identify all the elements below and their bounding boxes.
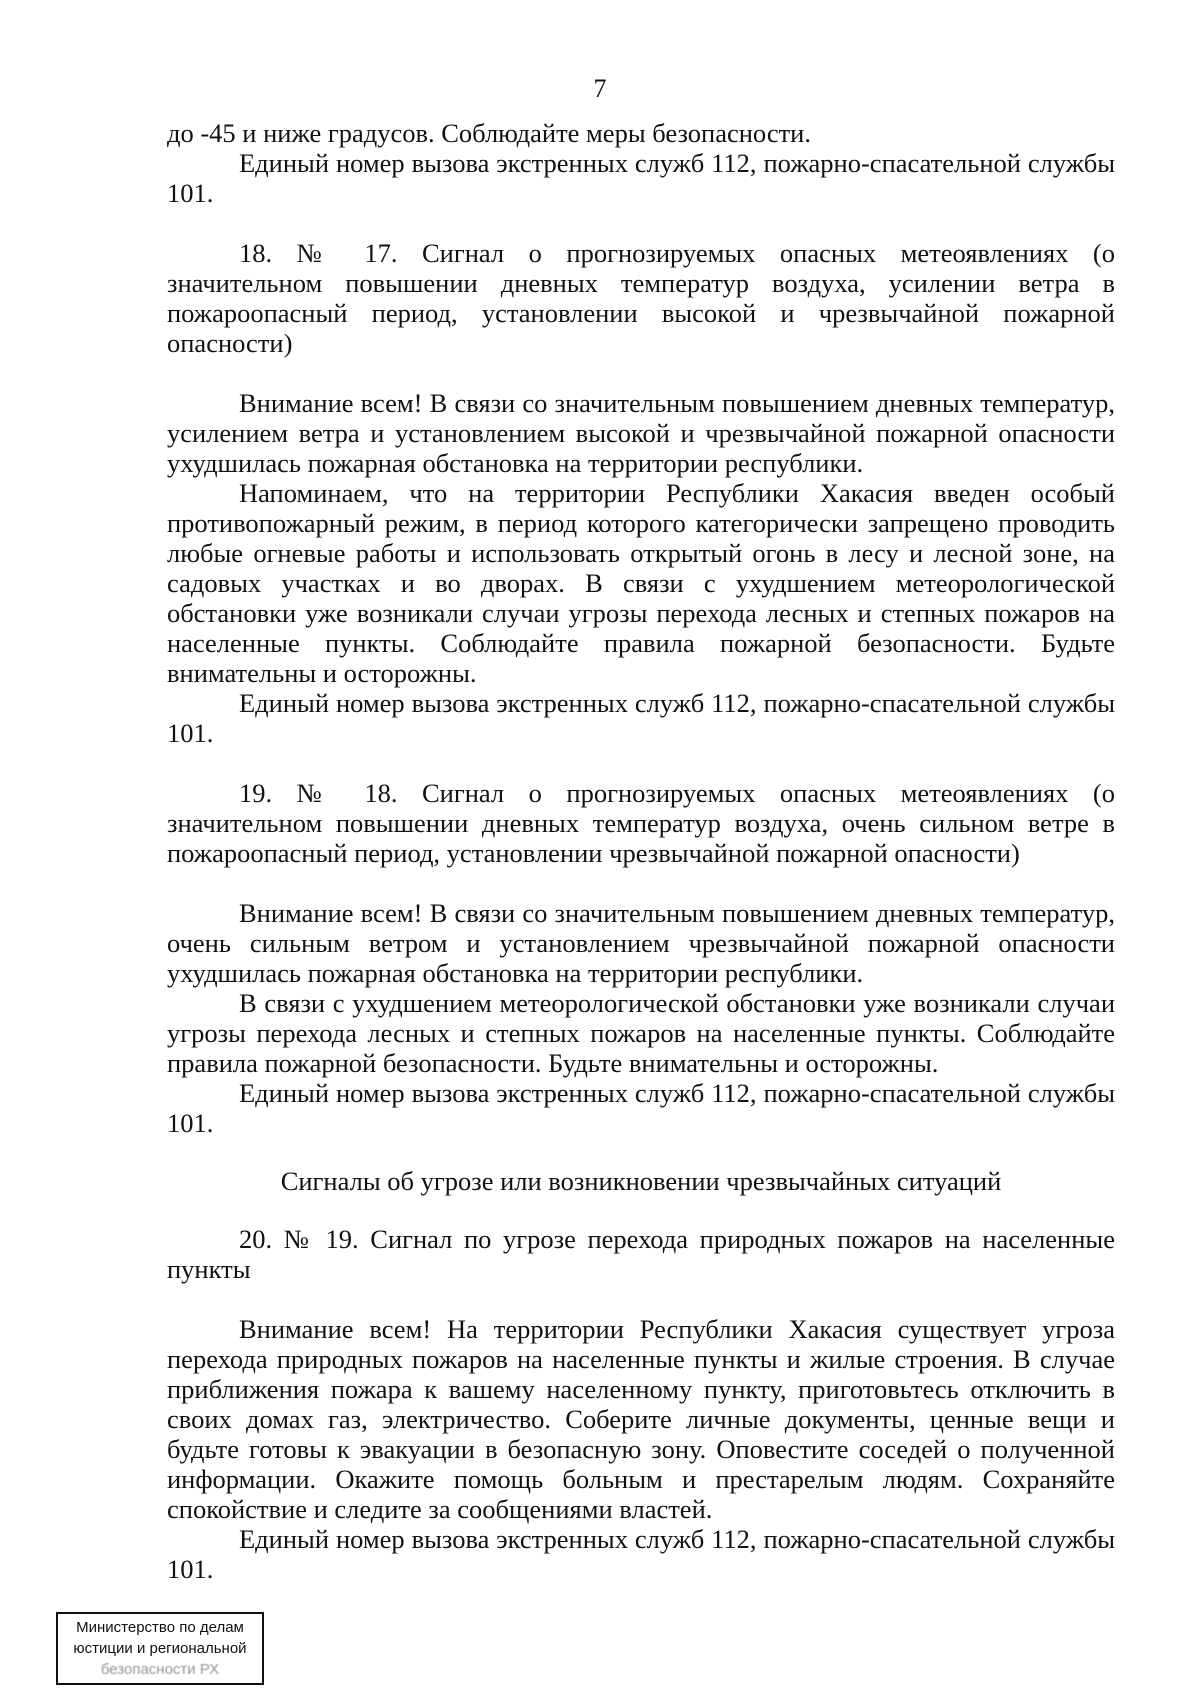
- paragraph-frost-warning-end: до -45 и ниже градусов. Соблюдайте меры безопасности.: [167, 118, 811, 148]
- emergency-number-paragraph: Единый номер вызова экстренных служб 112, пожарно-спасательной службы 101.: [167, 1078, 1115, 1138]
- document-body: [167, 118, 1115, 1584]
- stamp-line: юстиции и региональной: [73, 1640, 247, 1657]
- emergency-number-paragraph: Единый номер вызова экстренных служб 112, пожарно-спасательной службы 101.: [167, 148, 1115, 208]
- section-title: Сигналы об угрозе или возникновении чрезвычайных ситуаций: [280, 1166, 1002, 1196]
- emergency-number-paragraph: Единый номер вызова экстренных служб 112, пожарно-спасательной службы 101.: [167, 688, 1115, 748]
- signal-18-situation: В связи с ухудшением метеорологической обстановки уже возникали случаи угрозы перехода лесных и степных пожаров на населенные пункты. Соблюдайте правила пожарной безопасности. Будьте внимательны и осторожны.: [167, 988, 1115, 1078]
- signal-18-attention: Внимание всем! В связи со значительным повышением дневных температур, очень сильным ветром и установлением чрезвычайной пожарной опасности ухудшилась пожарная обстановка на территории республики.: [167, 898, 1115, 988]
- signal-18-heading: 19. № 18. Сигнал о прогнозируемых опасных метеоявлениях (о значительном повышении дневных температур воздуха, очень сильном ветре в пожароопасный период, установлении чрезвычайной пожарной опасности): [167, 778, 1115, 868]
- page-number: 7: [593, 74, 607, 103]
- ministry-stamp: [56, 1612, 264, 1685]
- signal-17-attention: Внимание всем! В связи со значительным повышением дневных температур, усилением ветра и установлением высокой и чрезвычайной пожарной опасности ухудшилась пожарная обстановка на территории республики.: [167, 388, 1115, 478]
- emergency-number-paragraph: Единый номер вызова экстренных служб 112, пожарно-спасательной службы 101.: [167, 1524, 1115, 1584]
- signal-17-heading: 18. № 17. Сигнал о прогнозируемых опасных метеоявлениях (о значительном повышении дневных температур воздуха, усилении ветра в пожароопасный период, установлении высокой и чрезвычайной пожарной опасности): [167, 238, 1115, 358]
- stamp-line: безопасности РХ: [100, 1661, 220, 1678]
- signal-17-reminder: Напоминаем, что на территории Республики Хакасия введен особый противопожарный режим, в период которого категорически запрещено проводить любые огневые работы и использовать открытый огонь в лесу и лесной зоне, на садовых участках и во дворах. В связи с ухудшением метеорологической обстановки уже возникали случаи угрозы перехода лесных и степных пожаров на населенные пункты. Соблюдайте правила пожарной безопасности. Будьте внимательны и осторожны.: [167, 478, 1115, 688]
- signal-19-heading: 20. № 19. Сигнал по угрозе перехода природных пожаров на населенные пункты: [167, 1224, 1115, 1284]
- stamp-line: Министерство по делам: [76, 1619, 244, 1636]
- signal-19-attention: Внимание всем! На территории Республики Хакасия существует угроза перехода природных пожаров на населенные пункты и жилые строения. В случае приближения пожара к вашему населенному пункту, приготовьтесь отключить в своих домах газ, электричество. Соберите личные документы, ценные вещи и будьте готовы к эвакуации в безопасную зону. Оповестите соседей о полученной информации. Окажите помощь больным и престарелым людям. Сохраняйте спокойствие и следите за сообщениями властей.: [167, 1314, 1115, 1524]
